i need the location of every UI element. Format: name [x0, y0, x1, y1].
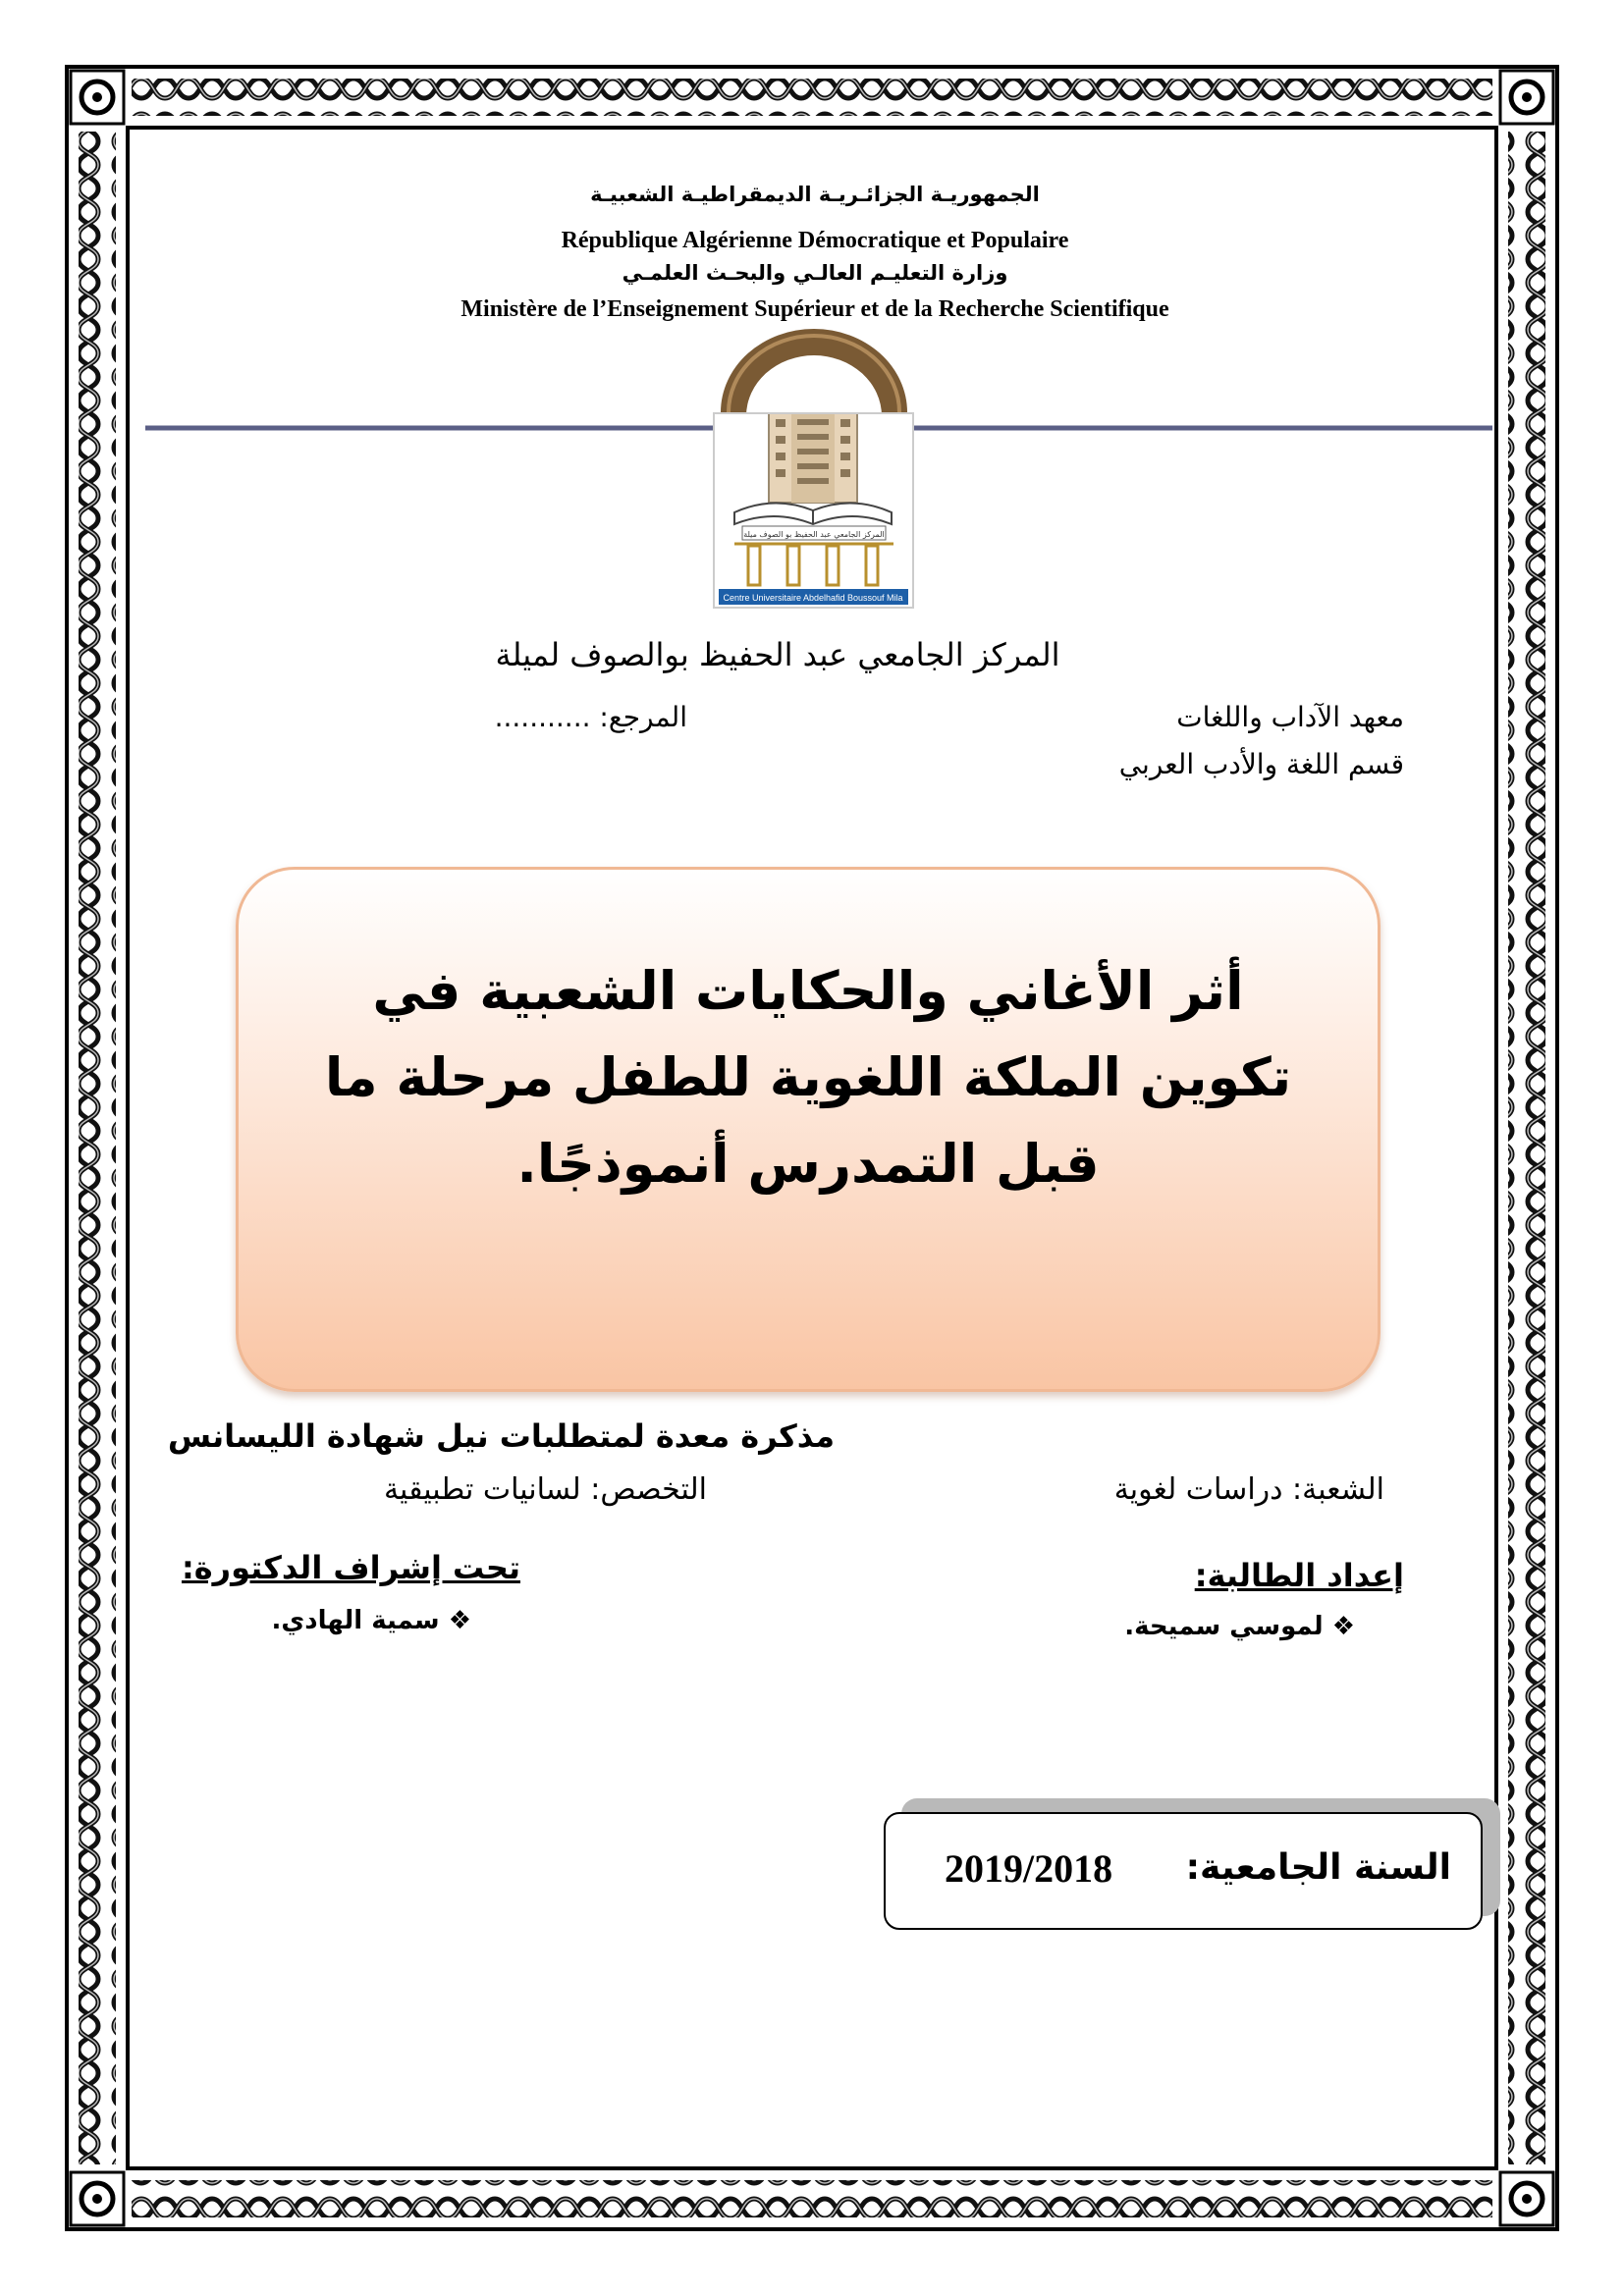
thesis-title-box [236, 867, 1380, 1392]
republic-ar: الجمهوريـة الجزائـريـة الديمقراطيـة الشعبيـة [590, 183, 1040, 206]
institute-name: معهد الآداب واللغات [1176, 701, 1404, 733]
bullet-icon: ❖ [1331, 1612, 1355, 1641]
supervisor-entry [147, 1606, 471, 1635]
thesis-title-line-3: قبل التمدرس أنموذجًا. [516, 1133, 1100, 1195]
branch-field: الشعبة: دراسات لغوية [1113, 1472, 1384, 1507]
memo-purpose: مذكرة معدة لمتطلبات نيل شهادة الليسانس [167, 1417, 835, 1455]
supervisor-heading: تحت إشراف الدكتورة: [181, 1549, 520, 1586]
student-entry [1011, 1612, 1355, 1641]
academic-year-value: 2019/2018 [945, 1846, 1113, 1891]
specialty-field: التخصص: لسانيات تطبيقية [383, 1472, 707, 1507]
logo-french-caption: Centre Universitaire Abdelhafid Boussouf Mila [723, 593, 903, 603]
ministry-ar: وزارة التعليـم العالـي والبحـث العلمـي [622, 261, 1008, 285]
department-name: قسم اللغة والأدب العربي [1118, 748, 1404, 780]
university-logo [713, 412, 914, 609]
republic-fr: République Algérienne Démocratique et Populaire [561, 228, 1069, 253]
thesis-title-line-2: تكوين الملكة اللغوية للطفل مرحلة ما [324, 1046, 1292, 1108]
ministry-fr: Ministère de l’Enseignement Supérieur et de la Recherche Scientifique [460, 296, 1169, 322]
student-name: لموسي سميحة. [1124, 1612, 1324, 1641]
corner-ornament-icon [1500, 2172, 1553, 2225]
reference-field: المرجع: ........... [494, 701, 687, 733]
logo-arabic-caption: المركز الجامعي عبد الحفيظ بو الصوف ميلة [743, 530, 885, 539]
bullet-icon: ❖ [448, 1606, 471, 1635]
thesis-title-line-1: أثر الأغاني والحكايات الشعبية في [372, 960, 1244, 1022]
corner-ornament-icon [71, 2172, 124, 2225]
institution-name: المركز الجامعي عبد الحفيظ بوالصوف لميلة [495, 636, 1060, 673]
academic-year-label: السنة الجامعية: [1185, 1847, 1451, 1888]
corner-ornament-icon [1500, 71, 1553, 124]
student-heading: إعداد الطالبة: [1194, 1557, 1404, 1594]
corner-ornament-icon [71, 71, 124, 124]
academic-year-box [884, 1812, 1483, 1930]
supervisor-name: سمية الهادي. [271, 1606, 440, 1635]
